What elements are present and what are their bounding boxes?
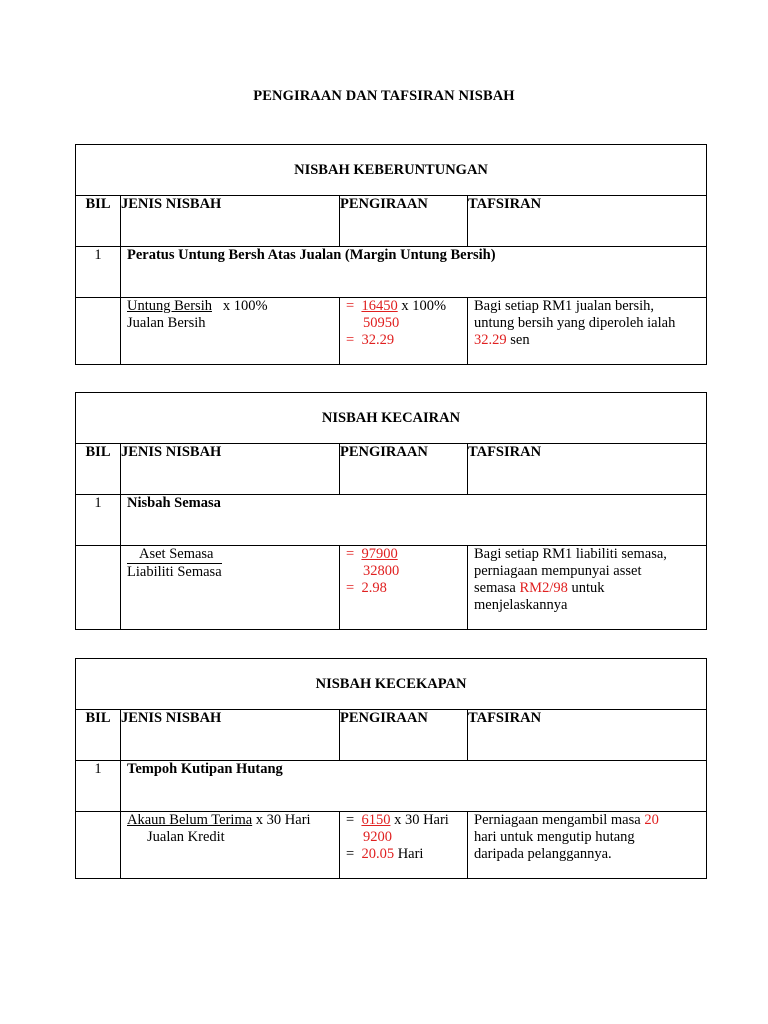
calculation-row	[76, 812, 707, 879]
tafsiran-line: untung bersih yang diperoleh ialah	[474, 315, 676, 331]
tafsiran-suffix: untuk	[571, 580, 605, 596]
calc-multiplier: x 100%	[401, 298, 447, 314]
ratio-name: Tempoh Kutipan Hutang	[121, 761, 707, 812]
table-nisbah-kecekapan	[75, 658, 707, 879]
ratio-name-row	[76, 761, 707, 812]
calc-numerator: 6150	[361, 812, 391, 828]
formula-numerator: Untung Bersih	[127, 298, 212, 314]
formula-cell	[121, 298, 340, 365]
calc-denominator: 50950	[363, 315, 400, 331]
calculation-cell	[340, 546, 468, 630]
tafsiran-line: hari untuk mengutip hutang	[474, 829, 635, 845]
ratio-name-row	[76, 495, 707, 546]
header-jenis-nisbah: JENIS NISBAH	[121, 710, 340, 761]
document-title: PENGIRAAN DAN TAFSIRAN NISBAH	[253, 88, 515, 104]
formula-multiplier: x 30 Hari	[255, 812, 311, 828]
calc-result: 2.98	[361, 580, 387, 596]
row-number: 1	[76, 495, 121, 546]
formula-numerator: Aset Semasa	[139, 546, 214, 562]
table-nisbah-kecairan	[75, 392, 707, 630]
calc-numerator: 97900	[361, 546, 398, 562]
empty-bil-cell	[76, 546, 121, 630]
calc-multiplier: x 30 Hari	[394, 812, 449, 828]
formula-numerator: Akaun Belum Terima	[127, 812, 253, 828]
header-jenis-nisbah: JENIS NISBAH	[121, 196, 340, 247]
header-tafsiran: TAFSIRAN	[468, 444, 707, 495]
header-bil: BIL	[76, 196, 121, 247]
tafsiran-value: RM2/98	[519, 580, 568, 596]
tafsiran-line: perniagaan mempunyai asset	[474, 563, 642, 579]
tafsiran-cell	[468, 298, 707, 365]
calc-result: 32.29	[361, 332, 395, 348]
row-number: 1	[76, 247, 121, 298]
header-row	[76, 444, 707, 495]
tafsiran-cell	[468, 546, 707, 630]
tafsiran-line: menjelaskannya	[474, 597, 568, 613]
equals-sign: =	[346, 812, 355, 828]
header-row	[76, 196, 707, 247]
header-tafsiran: TAFSIRAN	[468, 710, 707, 761]
tafsiran-line: daripada pelanggannya.	[474, 846, 612, 862]
equals-sign: =	[346, 298, 355, 314]
formula-denominator: Jualan Kredit	[147, 829, 225, 845]
calc-numerator: 16450	[361, 298, 398, 314]
tafsiran-value: 32.29	[474, 332, 507, 348]
equals-sign: =	[346, 580, 355, 596]
ratio-name: Peratus Untung Bersh Atas Jualan (Margin Untung Bersih)	[121, 247, 707, 298]
tafsiran-line: Bagi setiap RM1 liabiliti semasa,	[474, 546, 667, 562]
formula-denominator: Jualan Bersih	[127, 315, 206, 331]
tafsiran-prefix: Perniagaan mengambil masa	[474, 812, 641, 828]
ratio-name: Nisbah Semasa	[121, 495, 707, 546]
header-pengiraan: PENGIRAAN	[340, 444, 468, 495]
calculation-cell	[340, 298, 468, 365]
header-pengiraan: PENGIRAAN	[340, 710, 468, 761]
table-title: NISBAH KECEKAPAN	[76, 659, 707, 710]
calc-result: 20.05	[361, 846, 395, 862]
empty-bil-cell	[76, 298, 121, 365]
tafsiran-suffix: sen	[510, 332, 530, 348]
tafsiran-cell	[468, 812, 707, 879]
header-pengiraan: PENGIRAAN	[340, 196, 468, 247]
calc-denominator: 32800	[363, 563, 400, 579]
table-title: NISBAH KECAIRAN	[76, 393, 707, 444]
header-bil: BIL	[76, 444, 121, 495]
calc-denominator: 9200	[363, 829, 392, 845]
calculation-row	[76, 546, 707, 630]
formula-cell	[121, 546, 340, 630]
table-nisbah-keberuntungan	[75, 144, 707, 365]
header-jenis-nisbah: JENIS NISBAH	[121, 444, 340, 495]
header-row	[76, 710, 707, 761]
empty-bil-cell	[76, 812, 121, 879]
tafsiran-prefix: semasa	[474, 580, 516, 596]
calculation-cell	[340, 812, 468, 879]
tafsiran-line: Bagi setiap RM1 jualan bersih,	[474, 298, 655, 314]
equals-sign: =	[346, 546, 355, 562]
header-tafsiran: TAFSIRAN	[468, 196, 707, 247]
formula-cell	[121, 812, 340, 879]
formula-denominator: Liabiliti Semasa	[127, 564, 222, 580]
equals-sign: =	[346, 846, 355, 862]
calc-result-unit: Hari	[397, 846, 424, 862]
table-title: NISBAH KEBERUNTUNGAN	[76, 145, 707, 196]
ratio-name-row	[76, 247, 707, 298]
row-number: 1	[76, 761, 121, 812]
equals-sign: =	[346, 332, 355, 348]
tafsiran-value: 20	[644, 812, 659, 828]
calculation-row	[76, 298, 707, 365]
formula-multiplier: x 100%	[222, 298, 268, 314]
header-bil: BIL	[76, 710, 121, 761]
